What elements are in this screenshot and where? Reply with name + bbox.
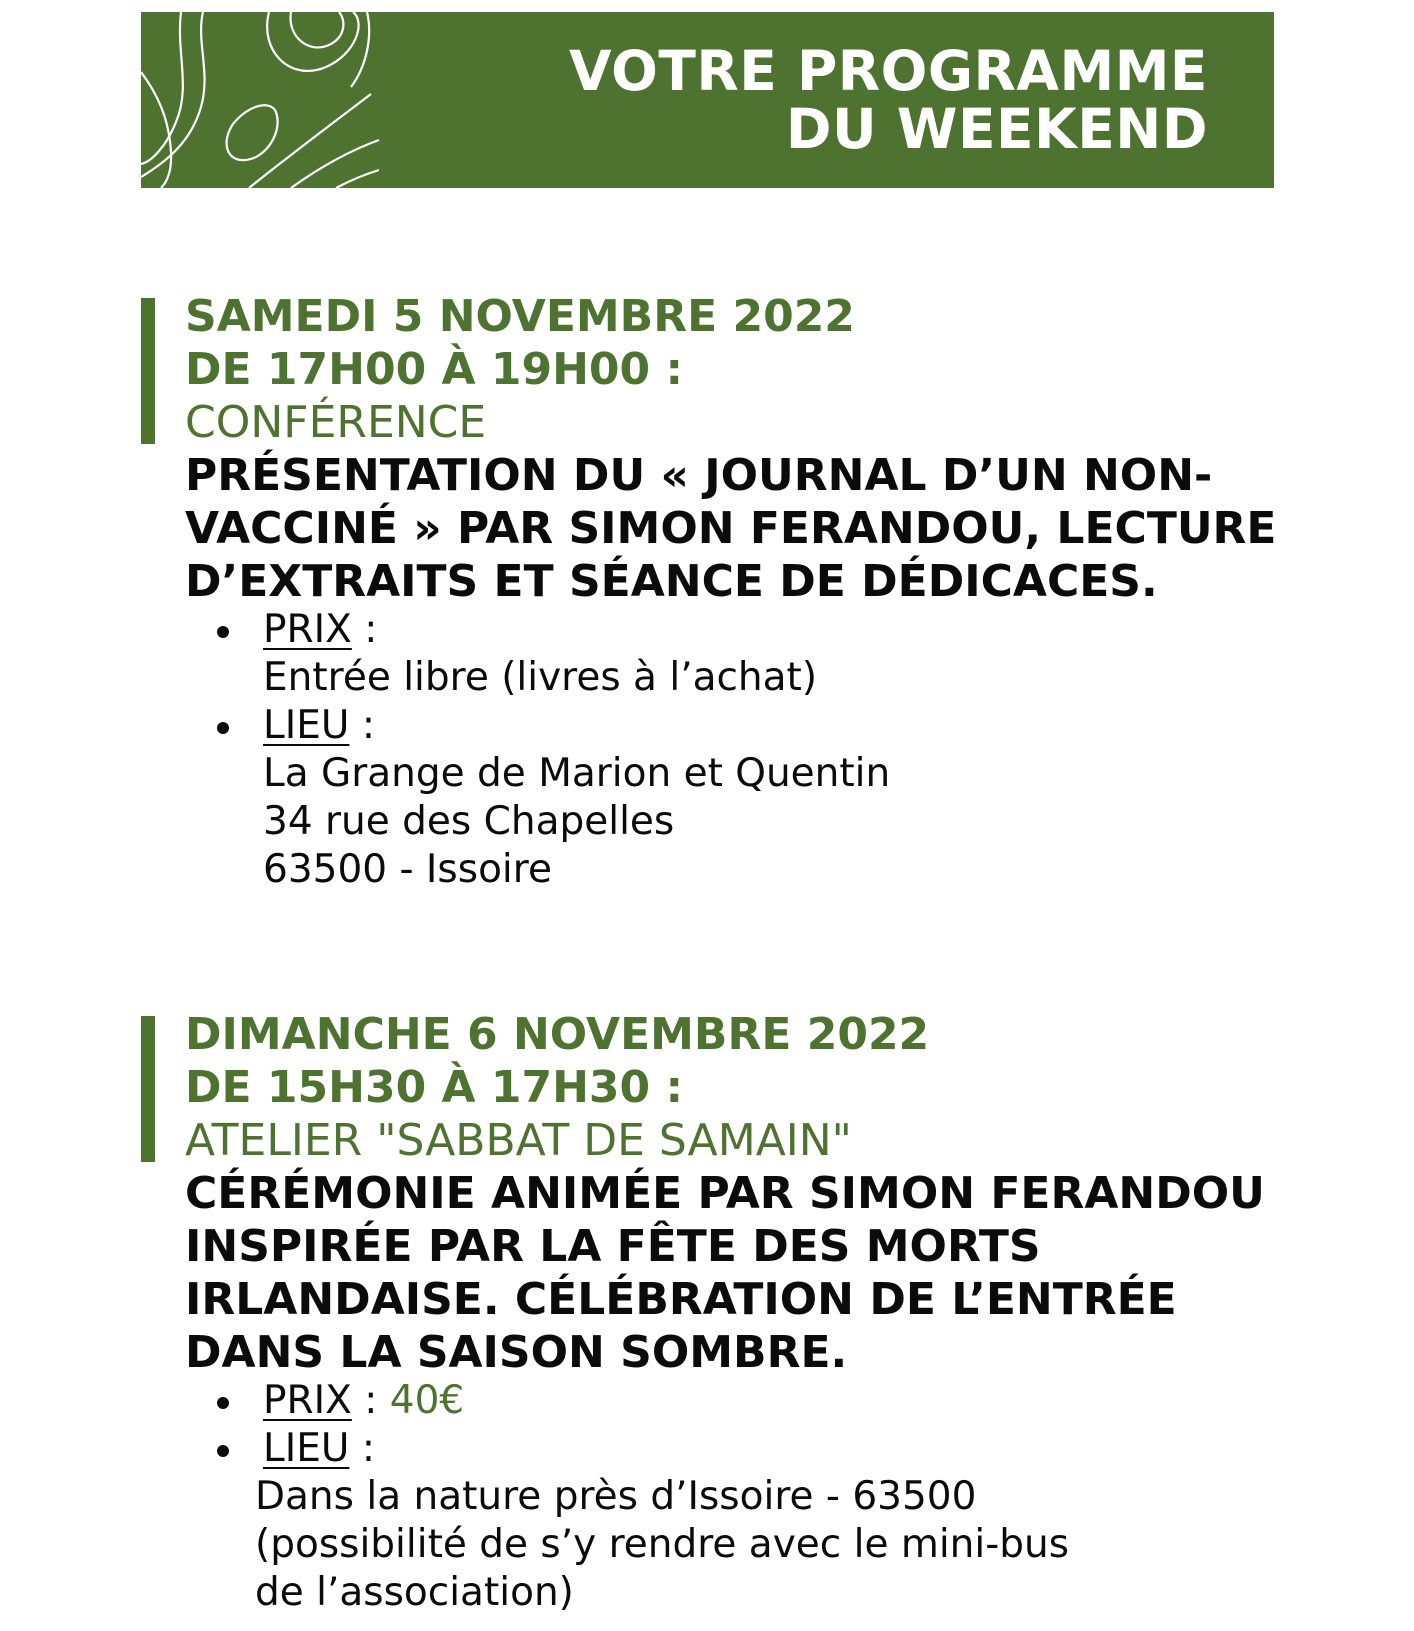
description-line: CÉRÉMONIE ANIMÉE PAR SIMON FERANDOU [185,1168,1265,1219]
event-details-list [217,1377,1069,1617]
event-time: DE 15H30 À 17H30 : [185,1062,684,1113]
event-saturday [141,290,1341,890]
list-item-lieu [217,1425,1069,1617]
prix-label: PRIX [263,607,352,652]
bullet-icon [217,626,229,638]
lieu-line: (possibilité de s’y rendre avec le mini-bus [255,1522,1070,1567]
header-banner [141,12,1274,188]
description-line: PRÉSENTATION DU « JOURNAL D’UN NON- [185,450,1213,501]
lieu-label: LIEU [263,1426,350,1471]
description-line: IRLANDAISE. CÉLÉBRATION DE L’ENTRÉE [185,1274,1177,1325]
event-sunday [141,1008,1341,1628]
prix-separator: : [351,607,378,652]
lieu-line: 34 rue des Chapelles [263,799,675,844]
event-description [185,1167,1265,1379]
lieu-separator: : [349,703,375,748]
bullet-icon [217,1397,229,1409]
bullet-icon [217,722,229,734]
event-heading [185,290,855,449]
lieu-line: Dans la nature près d’Issoire - 63500 [255,1474,977,1519]
topographic-lines-decoration [141,12,381,188]
description-line: INSPIRÉE PAR LA FÊTE DES MORTS [185,1221,1041,1272]
description-line: VACCINÉ » PAR SIMON FERANDOU, LECTURE [185,503,1277,554]
prix-value: Entrée libre (livres à l’achat) [263,655,818,700]
lieu-line: de l’association) [255,1570,574,1615]
banner-title [569,39,1208,161]
list-item-lieu [217,702,890,894]
event-accent-bar [141,298,155,444]
list-item-prix [217,606,890,702]
event-time: DE 17H00 À 19H00 : [185,344,684,395]
prix-label: PRIX [263,1378,352,1423]
lieu-line: La Grange de Marion et Quentin [263,751,891,796]
lieu-line: 63500 - Issoire [263,847,552,892]
description-line: DANS LA SAISON SOMBRE. [185,1327,848,1378]
event-date: DIMANCHE 6 NOVEMBRE 2022 [185,1009,930,1060]
lieu-separator: : [349,1426,375,1471]
event-details-list [217,606,890,894]
prix-value: 40€ [389,1378,465,1423]
prix-separator: : [351,1378,390,1423]
event-description [185,449,1277,608]
event-accent-bar [141,1016,155,1162]
event-heading [185,1008,929,1167]
event-date: SAMEDI 5 NOVEMBRE 2022 [185,291,855,342]
bullet-icon [217,1445,229,1457]
event-kind: CONFÉRENCE [185,397,487,448]
description-line: D’EXTRAITS ET SÉANCE DE DÉDICACES. [185,556,1158,607]
event-kind: ATELIER "SABBAT DE SAMAIN" [185,1115,852,1166]
list-item-prix [217,1377,1069,1425]
banner-title-line-2: DU WEEKEND [785,97,1208,161]
banner-title-line-1: VOTRE PROGRAMME [569,39,1208,103]
lieu-label: LIEU [263,703,350,748]
